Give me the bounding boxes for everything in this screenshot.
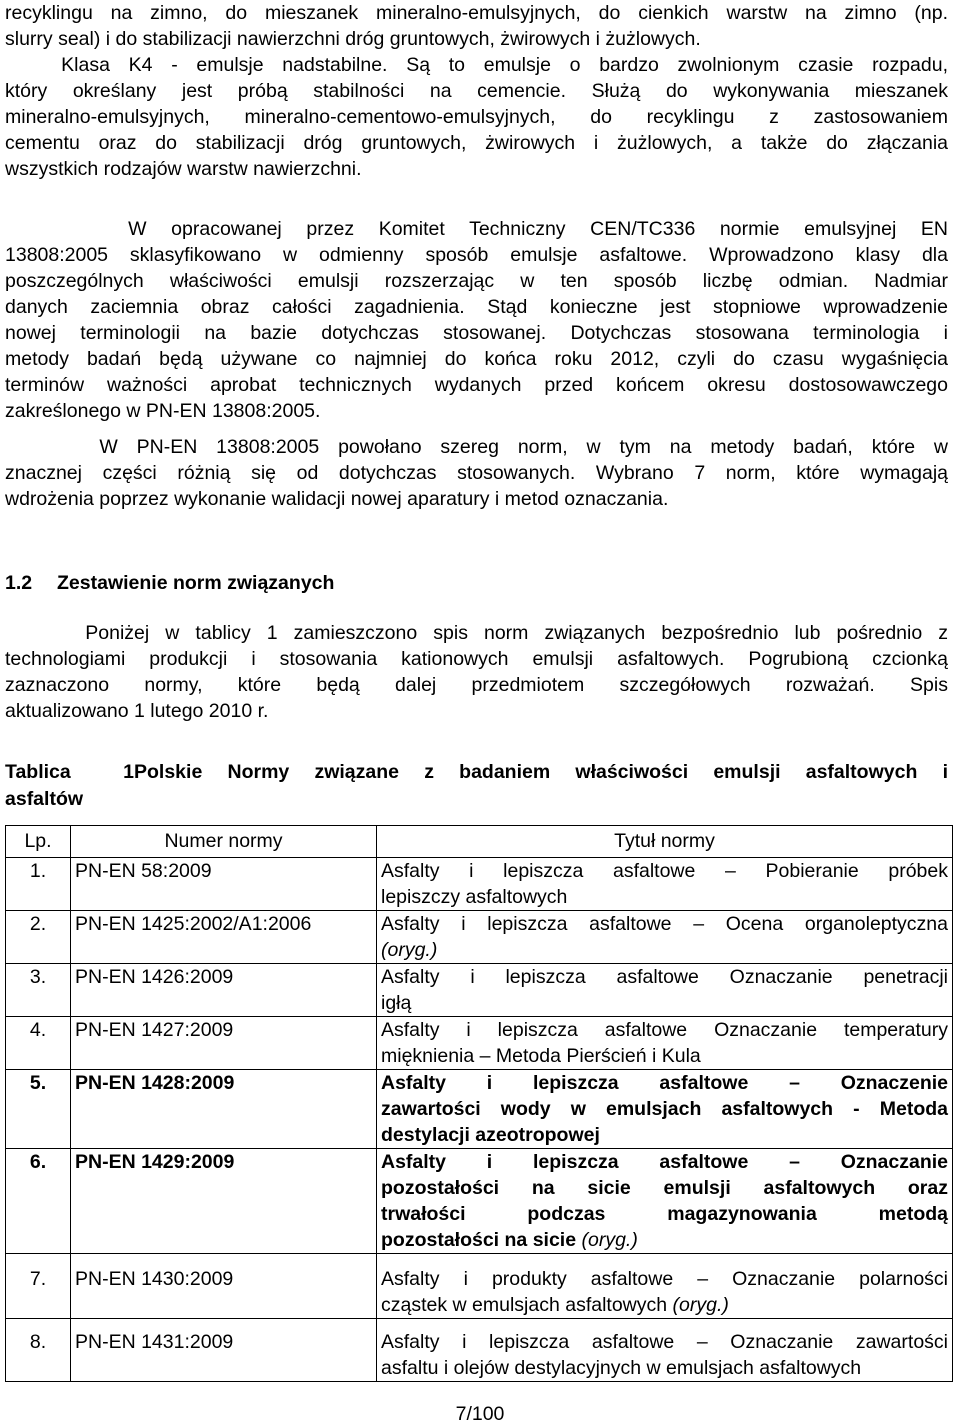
text-line: mineralno-emulsyjnych, mineralno-cementowo-emulsyjnych, do recyklingu z zastosowaniem <box>5 106 948 128</box>
text-line: technologiami produkcji i stosowania kationowych emulsji asfaltowych. Pogrubioną czcionką <box>5 648 948 670</box>
row-title <box>377 1070 953 1149</box>
header-lp: Lp. <box>6 826 71 858</box>
row-number: PN-EN 1429:2009 <box>71 1149 377 1254</box>
row-number: PN-EN 1431:2009 <box>71 1319 377 1382</box>
title-line: trwałości podczas magazynowania metodą <box>381 1203 948 1225</box>
caption-title: Polskie Normy związane z badaniem właściwości emulsji asfaltowych i <box>134 761 948 783</box>
row-title <box>377 1149 953 1254</box>
row-number: PN-EN 1428:2009 <box>71 1070 377 1149</box>
intro-paragraph <box>5 0 948 182</box>
section-heading <box>5 570 334 596</box>
table-row <box>6 964 953 1017</box>
original-marker: (oryg.) <box>672 1294 729 1316</box>
title-line: mięknienia – Metoda Pierścień i Kula <box>381 1045 701 1067</box>
header-title: Tytuł normy <box>377 826 953 858</box>
title-text: cząstek w emulsjach asfaltowych <box>381 1294 668 1316</box>
row-title <box>377 1017 953 1070</box>
text-line: Klasa K4 - emulsje nadstabilne. Są to emulsje o bardzo zwolnionym czasie rozpadu, <box>5 54 948 76</box>
row-number: PN-EN 1425:2002/A1:2006 <box>71 911 377 964</box>
table-row <box>6 1319 953 1382</box>
row-number: PN-EN 1430:2009 <box>71 1254 377 1319</box>
row-lp: 1. <box>6 858 71 911</box>
row-lp: 8. <box>6 1319 71 1382</box>
row-title <box>377 911 953 964</box>
title-text: pozostałości na sicie <box>381 1229 577 1251</box>
title-line <box>381 1292 948 1318</box>
title-line: destylacji azeotropowej <box>381 1124 600 1146</box>
text-line: terminów ważności aprobat technicznych wydanych przed końcem okresu dostosowawczego <box>5 374 948 396</box>
text-line: który określany jest próbą stabilności na cemencie. Służą do wykonywania mieszanek <box>5 80 948 102</box>
text-line: W PN-EN 13808:2005 powołano szereg norm, w tym na metody badań, które w <box>5 436 948 458</box>
original-marker: (oryg.) <box>581 1229 638 1251</box>
table-row <box>6 1149 953 1254</box>
paragraph-table-intro <box>5 620 948 724</box>
text-line: zakreślonego w PN-EN 13808:2005. <box>5 400 321 422</box>
row-number: PN-EN 1426:2009 <box>71 964 377 1017</box>
row-title <box>377 964 953 1017</box>
title-line <box>381 1227 948 1253</box>
title-line: asfaltu i olejów destylacyjnych w emulsjach asfaltowych <box>381 1357 862 1379</box>
table-header-row <box>6 826 953 858</box>
text-line: slurry seal) i do stabilizacji nawierzchni dróg gruntowych, żwirowych i żużlowych. <box>5 28 701 50</box>
row-number: PN-EN 1427:2009 <box>71 1017 377 1070</box>
page-number: 7/100 <box>455 1403 505 1425</box>
title-line: pozostałości na sicie emulsji asfaltowych oraz <box>381 1177 948 1199</box>
table-row <box>6 858 953 911</box>
row-lp: 6. <box>6 1149 71 1254</box>
title-line: Asfalty i lepiszcza asfaltowe – Oznaczenie <box>381 1072 948 1094</box>
text-line: 13808:2005 sklasyfikowano w odmienny sposób emulsje asfaltowe. Wprowadzono klasy dla <box>5 244 948 266</box>
row-lp: 7. <box>6 1254 71 1319</box>
text-line: cementu oraz do stabilizacji dróg gruntowych, żwirowych i żużlowych, a także do złączania <box>5 132 948 154</box>
text-line: zaznaczono normy, które będą dalej przedmiotem szczegółowych rozważań. Spis <box>5 674 948 696</box>
row-title <box>377 1254 953 1319</box>
title-line: zawartości wody w emulsjach asfaltowych - Metoda <box>381 1098 948 1120</box>
text-line: wdrożenia poprzez wykonanie walidacji nowej aparatury i metod oznaczania. <box>5 488 669 510</box>
section-number: 1.2 <box>5 572 33 594</box>
row-title <box>377 1319 953 1382</box>
title-line: Asfalty i lepiszcza asfaltowe Oznaczanie temperatury <box>381 1019 948 1041</box>
table-row <box>6 1017 953 1070</box>
text-line: znacznej części różnią się od dotychczas stosowanych. Wybrano 7 norm, które wymagają <box>5 462 948 484</box>
text-line: nowej terminologii na bazie dotychczas stosowanej. Dotychczas stosowana terminologia i <box>5 322 948 344</box>
original-marker: (oryg.) <box>381 939 438 961</box>
text-line: recyklingu na zimno, do mieszanek mineralno-emulsyjnych, do cienkich warstw na zimno (np. <box>5 2 948 24</box>
row-lp: 5. <box>6 1070 71 1149</box>
section-title: Zestawienie norm związanych <box>57 572 335 594</box>
row-title <box>377 858 953 911</box>
title-line: Asfalty i lepiszcza asfaltowe – Oznaczanie zawartości <box>381 1331 948 1353</box>
title-line: Asfalty i lepiszcza asfaltowe Oznaczanie penetracji <box>381 966 948 988</box>
paragraph-pnen <box>5 434 948 512</box>
table-row <box>6 1254 953 1319</box>
row-lp: 3. <box>6 964 71 1017</box>
title-line: Asfalty i produkty asfaltowe – Oznaczanie polarności <box>381 1268 948 1290</box>
title-line: Asfalty i lepiszcza asfaltowe – Pobieranie próbek <box>381 860 948 882</box>
table-caption <box>5 759 948 813</box>
header-number: Numer normy <box>71 826 377 858</box>
text-line: metody badań będą używane co najmniej do końca roku 2012, czyli do czasu wygaśnięcia <box>5 348 948 370</box>
row-number: PN-EN 58:2009 <box>71 858 377 911</box>
table-row <box>6 911 953 964</box>
caption-title-continuation: asfaltów <box>5 788 84 810</box>
table-row <box>6 1070 953 1149</box>
text-line: Poniżej w tablicy 1 zamieszczono spis norm związanych bezpośrednio lub pośrednio z <box>5 622 948 644</box>
title-line: lepiszczy asfaltowych <box>381 886 568 908</box>
text-line: aktualizowano 1 lutego 2010 r. <box>5 700 269 722</box>
title-line: Asfalty i lepiszcza asfaltowe – Ocena organoleptyczna <box>381 913 948 935</box>
text-line: W opracowanej przez Komitet Techniczny CEN/TC336 normie emulsyjnej EN <box>5 218 948 240</box>
caption-line <box>5 759 948 786</box>
title-line: igłą <box>381 992 412 1014</box>
norms-table <box>5 825 953 1382</box>
caption-label: Tablica 1 <box>5 761 134 783</box>
title-line: Asfalty i lepiszcza asfaltowe – Oznaczanie <box>381 1151 948 1173</box>
row-lp: 4. <box>6 1017 71 1070</box>
text-line: poszczególnych właściwości emulsji rozszerzając w ten sposób liczbę odmian. Nadmiar <box>5 270 948 292</box>
text-line: wszystkich rodzajów warstw nawierzchni. <box>5 158 362 180</box>
title-line <box>381 937 948 963</box>
paragraph-cen <box>5 216 948 424</box>
text-line: danych zaciemnia obraz całości zagadnienia. Stąd konieczne jest stopniowe wprowadzenie <box>5 296 948 318</box>
row-lp: 2. <box>6 911 71 964</box>
